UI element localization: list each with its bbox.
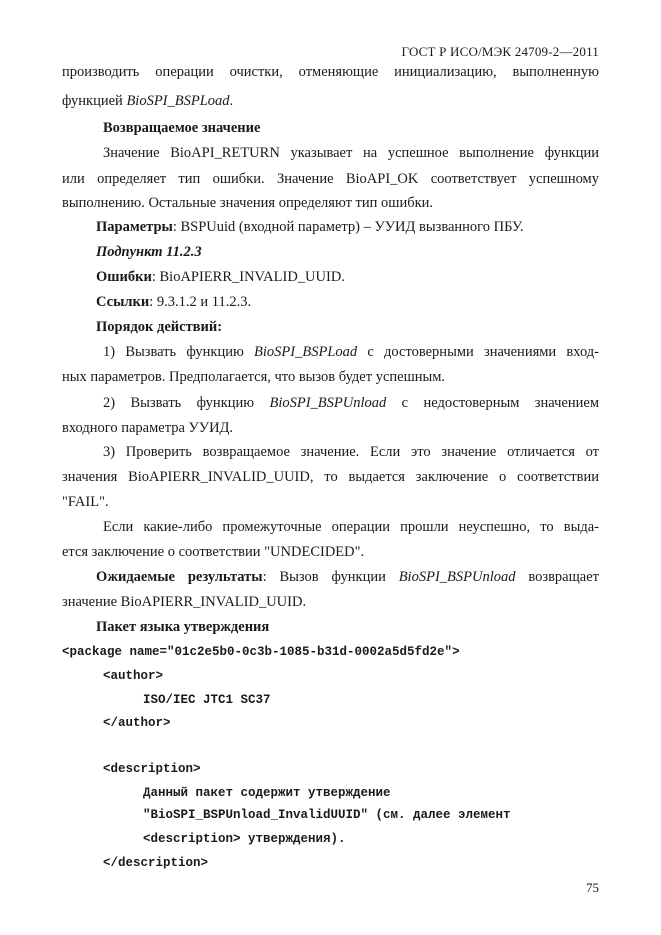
subclause-title: Подпункт 11.2.3 [96,244,202,260]
code-line: Данный пакет содержит утверждение [143,786,391,800]
expected-results-line: значение BioAPIERR_INVALID_UUID. [62,594,307,610]
text: 1) Вызвать функцию [103,344,255,360]
parameters-text: : BSPUuid (входной параметр) – УУИД вызванного ПБУ. [172,219,524,235]
text: 2) Вызвать функцию [103,395,270,411]
code-line: <description> утверждения). [143,832,346,846]
paragraph-line: или определяет тип ошибки. Значение BioAPI_OK соответствует успешному [62,171,599,187]
package-heading: Пакет языка утверждения [96,619,270,635]
references-label: Ссылки [96,294,150,310]
procedure-heading: Порядок действий: [96,319,223,335]
text: . [229,93,234,109]
expected-results-line [96,568,599,586]
paragraph-line: Значение BioAPI_RETURN указывает на успешное выполнение функции [103,145,599,161]
code-line: </description> [103,856,209,870]
step-3-line: "FAIL". [62,494,109,510]
note-line: ется заключение о соответствии "UNDECIDED". [62,544,365,560]
text: : Вызов функции [262,569,399,585]
text: с недостоверным значением [386,395,599,411]
text: с достоверными значениями вход- [357,344,599,360]
step-3-line: 3) Проверить возвращаемое значение. Если это значение отличается от [103,444,599,460]
paragraph-line: производить операции очистки, отменяющие инициализацию, выполненную [62,64,599,80]
step-2-line: входного параметра УУИД. [62,420,234,436]
paragraph-line: выполнению. Остальные значения определяют тип ошибки. [62,195,434,211]
step-3-line: значения BioAPIERR_INVALID_UUID, то выдается заключение о соответствии [62,469,599,485]
return-value-heading: Возвращаемое значение [103,120,261,136]
page-header: ГОСТ Р ИСО/МЭК 24709-2—2011 [401,44,599,59]
code-line: <author> [103,669,164,683]
text: возвращает [515,569,599,585]
errors-label: Ошибки [96,269,152,285]
errors-text: : BioAPIERR_INVALID_UUID. [151,269,345,285]
step-2-line [103,394,599,412]
references-text: : 9.3.1.2 и 11.2.3. [149,294,252,310]
text: функцией [62,93,127,109]
parameters-line [96,218,599,236]
function-name: BioSPI_BSPUnload [398,569,516,585]
function-name: BioSPI_BSPLoad [254,344,358,360]
code-line: "BioSPI_BSPUnload_InvalidUUID" (см. далее элемент [143,808,511,822]
function-name: BioSPI_BSPLoad [126,93,230,109]
code-line: <package name="01c2e5b0-0c3b-1085-b31d-0002a5d5fd2e"> [62,645,460,659]
page-number: 75 [586,880,599,895]
code-line: <description> [103,762,201,776]
code-line: ISO/IEC JTC1 SC37 [143,693,271,707]
paragraph-line [62,92,599,110]
note-line: Если какие-либо промежуточные операции прошли неуспешно, то выда- [103,519,599,535]
step-1-line: ных параметров. Предполагается, что вызов будет успешным. [62,369,446,385]
references-line [96,293,599,311]
function-name: BioSPI_BSPUnload [269,395,387,411]
step-1-line [103,343,599,361]
errors-line [96,268,599,286]
expected-results-label: Ожидаемые результаты [96,569,263,585]
parameters-label: Параметры [96,219,173,235]
code-line: </author> [103,716,171,730]
